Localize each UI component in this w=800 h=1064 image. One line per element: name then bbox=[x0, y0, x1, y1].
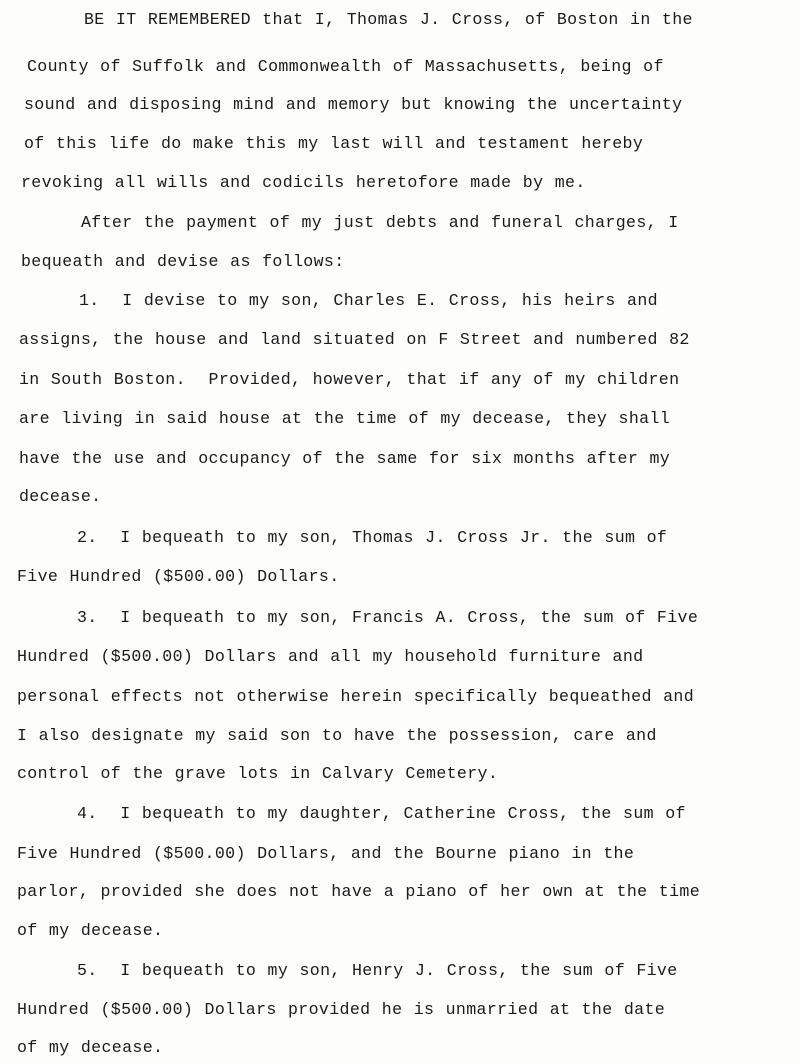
text-line: sound and disposing mind and memory but knowing the uncertainty bbox=[24, 95, 683, 114]
text-line: of my decease. bbox=[17, 1038, 164, 1057]
text-line: BE IT REMEMBERED that I, Thomas J. Cross, of Boston in the bbox=[84, 10, 693, 29]
text-line: decease. bbox=[19, 487, 102, 506]
text-line: parlor, provided she does not have a piano of her own at the time bbox=[17, 882, 701, 901]
text-line: of this life do make this my last will and testament hereby bbox=[24, 134, 644, 153]
text-line: bequeath and devise as follows: bbox=[21, 252, 345, 271]
text-line: Five Hundred ($500.00) Dollars. bbox=[17, 567, 340, 586]
text-line: Hundred ($500.00) Dollars provided he is unmarried at the date bbox=[17, 1000, 666, 1019]
text-line: After the payment of my just debts and funeral charges, I bbox=[81, 213, 679, 232]
text-line: assigns, the house and land situated on F Street and numbered 82 bbox=[19, 330, 690, 349]
text-line: County of Suffolk and Commonwealth of Massachusetts, being of bbox=[27, 57, 664, 76]
text-line: 1. I devise to my son, Charles E. Cross, his heirs and bbox=[79, 291, 658, 310]
text-line: 2. I bequeath to my son, Thomas J. Cross Jr. the sum of bbox=[77, 528, 668, 547]
text-line: personal effects not otherwise herein specifically bequeathed and bbox=[17, 687, 695, 706]
text-line: in South Boston. Provided, however, that if any of my children bbox=[19, 370, 680, 389]
text-line: are living in said house at the time of my decease, they shall bbox=[19, 409, 671, 428]
text-line: 4. I bequeath to my daughter, Catherine Cross, the sum of bbox=[77, 804, 686, 823]
text-line: revoking all wills and codicils heretofore made by me. bbox=[21, 173, 586, 192]
text-line: have the use and occupancy of the same for six months after my bbox=[19, 449, 671, 468]
text-line: 3. I bequeath to my son, Francis A. Cross, the sum of Five bbox=[77, 608, 699, 627]
text-line: 5. I bequeath to my son, Henry J. Cross, the sum of Five bbox=[77, 961, 678, 980]
text-line: I also designate my said son to have the possession, care and bbox=[17, 726, 657, 745]
text-line: control of the grave lots in Calvary Cemetery. bbox=[17, 764, 499, 783]
text-line: Five Hundred ($500.00) Dollars, and the Bourne piano in the bbox=[17, 844, 635, 863]
text-line: Hundred ($500.00) Dollars and all my household furniture and bbox=[17, 647, 644, 666]
text-line: of my decease. bbox=[17, 921, 164, 940]
